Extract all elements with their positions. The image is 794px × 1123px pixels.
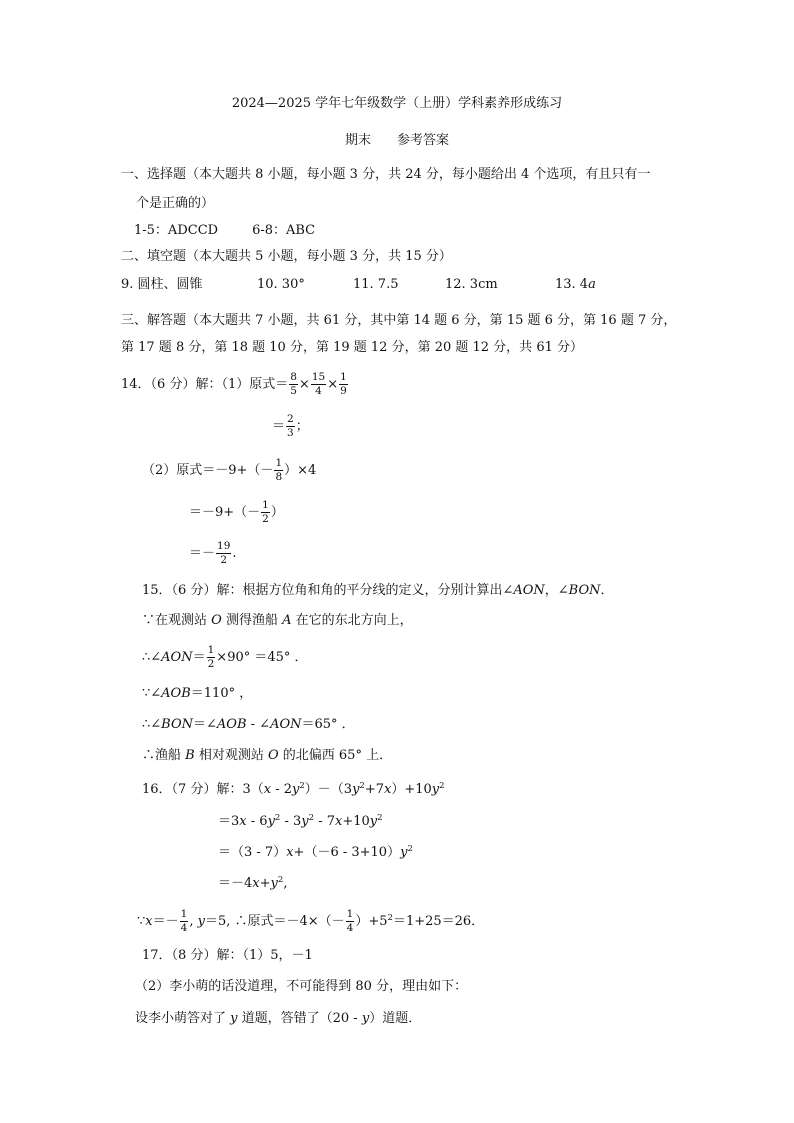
angle-var: AOB bbox=[161, 686, 191, 701]
denominator: 9 bbox=[340, 385, 347, 398]
text: ×90° ＝45° ． bbox=[216, 650, 308, 666]
text: +10 bbox=[342, 814, 370, 829]
q14-part2-start: （2）原式＝－9+（－ bbox=[142, 463, 274, 479]
var: y bbox=[431, 782, 440, 797]
var: x bbox=[239, 814, 247, 829]
fraction bbox=[346, 909, 355, 934]
fraction bbox=[311, 372, 326, 397]
numerator: 1 bbox=[346, 909, 355, 922]
q15-line4 bbox=[142, 687, 252, 700]
var: x bbox=[263, 782, 272, 797]
denominator: 8 bbox=[275, 471, 283, 484]
numerator: 1 bbox=[339, 372, 348, 385]
q14-line3 bbox=[142, 458, 316, 483]
q17-line1: 17．（8 分）解：（1）5，－1 bbox=[142, 948, 313, 963]
q15-line3 bbox=[142, 645, 308, 670]
exponent: 2 bbox=[299, 781, 305, 791]
page-subtitle bbox=[0, 134, 794, 147]
text: 15．（6 分）解：根据方位角和角的平分线的定义，分别计算出∠ bbox=[142, 583, 514, 598]
denominator: 4 bbox=[315, 385, 322, 398]
exponent: 2 bbox=[359, 781, 365, 791]
exponent: 2 bbox=[274, 813, 281, 823]
var: y bbox=[267, 814, 275, 829]
q14-line4 bbox=[189, 500, 284, 525]
text: +（－6 - 3+10） bbox=[293, 845, 401, 860]
text: 测得渔船 bbox=[221, 613, 283, 628]
text: ）道题． bbox=[369, 1011, 422, 1026]
denominator: 4 bbox=[346, 922, 354, 935]
text: 在它的东北方向上， bbox=[291, 613, 413, 628]
fraction bbox=[261, 500, 270, 525]
period: . bbox=[232, 546, 237, 562]
section2-heading: 二、填空题（本大题共 5 小题，每小题 3 分，共 15 分） bbox=[121, 249, 452, 264]
angle-var: AON bbox=[270, 717, 302, 732]
denominator: 2 bbox=[220, 554, 228, 567]
answer-13-label: 13. 4 bbox=[555, 277, 589, 292]
numerator: 1 bbox=[180, 909, 189, 922]
angle-var: BON bbox=[568, 583, 601, 598]
text: ＝－4 bbox=[218, 876, 253, 891]
q15-line1 bbox=[142, 584, 614, 597]
denominator: 4 bbox=[180, 922, 188, 935]
page-title: 2024—2025 学年七年级数学（上册）学科素养形成练习 bbox=[231, 96, 563, 111]
answer-13-var: a bbox=[588, 277, 596, 292]
text: ＝1+25＝26． bbox=[392, 914, 485, 930]
exponent: 2 bbox=[439, 781, 445, 791]
section3-heading-cont: 第 17 题 8 分，第 18 题 10 分，第 19 题 12 分，第 20 题 12 分，共 61 分） bbox=[121, 340, 583, 355]
section1-heading: 一、选择题（本大题共 8 小题，每小题 3 分，共 24 分，每小题给出 4 个选项，有且只有一 bbox=[121, 167, 651, 182]
point-var: O bbox=[211, 613, 222, 628]
text: ＝65° ． bbox=[301, 717, 355, 732]
denominator: 2 bbox=[207, 658, 215, 671]
exponent: 2 bbox=[277, 875, 284, 885]
section1-answers bbox=[134, 224, 315, 237]
exponent: 2 bbox=[308, 813, 315, 823]
text: - 2 bbox=[271, 782, 292, 797]
text: ∴渔船 bbox=[142, 748, 186, 763]
angle-var: AOB bbox=[216, 717, 247, 732]
equals: ＝ bbox=[272, 419, 286, 435]
exponent: 2 bbox=[407, 844, 413, 854]
equals: ＝ bbox=[192, 650, 206, 666]
answers-1-5: 1-5：ADCCD bbox=[134, 223, 219, 238]
fraction bbox=[207, 645, 216, 670]
point-var: A bbox=[282, 613, 292, 628]
angle-var: AON bbox=[513, 583, 545, 598]
q16-line2 bbox=[218, 815, 383, 828]
text: ∵在观测站 bbox=[142, 613, 212, 628]
text: ）－（3 bbox=[304, 782, 353, 797]
angle-var: AON bbox=[161, 650, 193, 666]
text: - ∠ bbox=[246, 717, 271, 732]
q14-line2 bbox=[272, 414, 309, 439]
denominator: 2 bbox=[262, 513, 269, 526]
text: - 7 bbox=[314, 814, 335, 829]
q15-line2 bbox=[142, 614, 413, 627]
times-sign: × bbox=[298, 377, 310, 393]
angle-var: BON bbox=[161, 717, 193, 732]
q17-line2: （2）李小萌的话没道理，不可能得到 80 分，理由如下： bbox=[135, 979, 468, 994]
var: y bbox=[230, 1011, 238, 1026]
fraction bbox=[274, 458, 283, 483]
var: y bbox=[292, 782, 300, 797]
text: ＝（3 - 7） bbox=[218, 845, 287, 860]
answers-6-8: 6-8：ABC bbox=[252, 223, 316, 238]
var: x bbox=[384, 782, 392, 797]
var: x bbox=[335, 814, 343, 829]
var: y bbox=[197, 914, 205, 930]
subtitle-term: 期末 bbox=[344, 133, 371, 148]
var: x bbox=[145, 914, 153, 930]
text: ，∠ bbox=[544, 583, 569, 598]
q14-line5 bbox=[189, 541, 237, 566]
q15-line6 bbox=[142, 749, 392, 762]
text: 设李小萌答对了 bbox=[135, 1011, 231, 1026]
numerator: 19 bbox=[216, 541, 231, 554]
fraction bbox=[286, 414, 295, 439]
section3-heading: 三、解答题（本大题共 7 小题，共 61 分，其中第 14 题 6 分，第 15 题 6 分，第 16 题 7 分， bbox=[121, 313, 677, 328]
text: 的北偏西 65° 上． bbox=[278, 748, 393, 763]
exponent: 2 bbox=[377, 813, 383, 823]
exponent: 2 bbox=[387, 913, 393, 924]
fraction bbox=[339, 372, 348, 397]
answer-9: 9. 圆柱、圆锥 bbox=[121, 277, 203, 292]
numerator: 2 bbox=[286, 414, 295, 427]
text: ∴∠ bbox=[142, 650, 162, 666]
var: x bbox=[252, 876, 260, 891]
text: ）+10 bbox=[391, 782, 432, 797]
numerator: 1 bbox=[261, 500, 270, 513]
semicolon: ； bbox=[295, 419, 309, 435]
text: ∴∠ bbox=[142, 717, 162, 732]
numerator: 1 bbox=[207, 645, 216, 658]
text: ＝5, ∴原式＝－4×（－ bbox=[204, 914, 345, 930]
text: ）+5 bbox=[355, 914, 388, 930]
var: x bbox=[286, 845, 294, 860]
text: ∵∠ bbox=[142, 686, 162, 701]
q16-line3 bbox=[218, 846, 413, 859]
numerator: 1 bbox=[274, 458, 283, 471]
var: y bbox=[369, 814, 378, 829]
text: ＝∠ bbox=[193, 717, 217, 732]
q14-step-end: ） bbox=[270, 505, 284, 521]
text: , bbox=[189, 914, 198, 930]
answer-10: 10. 30° bbox=[257, 277, 305, 292]
text: ∵ bbox=[137, 914, 146, 930]
point-var: B bbox=[185, 748, 195, 763]
text: ＝110° ， bbox=[190, 686, 253, 701]
text: - 6 bbox=[246, 814, 268, 829]
answer-12: 12. 3cm bbox=[445, 277, 498, 292]
q14-step-start: ＝－9+（－ bbox=[189, 505, 261, 521]
q16-line1 bbox=[142, 783, 445, 796]
text: ＝3 bbox=[218, 814, 240, 829]
denominator: 3 bbox=[287, 427, 294, 440]
text: + bbox=[259, 876, 271, 891]
q17-line3 bbox=[135, 1012, 421, 1025]
times-sign: × bbox=[327, 377, 339, 393]
answer-13 bbox=[555, 278, 596, 291]
q14-line1 bbox=[121, 372, 349, 397]
section1-heading-cont: 个是正确的） bbox=[136, 196, 215, 211]
text: ． bbox=[600, 583, 614, 598]
subtitle-label: 参考答案 bbox=[397, 133, 450, 148]
text: - 3 bbox=[280, 814, 302, 829]
q14-prefix: 14．（6 分）解：（1）原式＝ bbox=[121, 377, 289, 393]
numerator: 8 bbox=[289, 372, 298, 385]
text: 相对观测站 bbox=[194, 748, 268, 763]
q14-result-start: ＝－ bbox=[189, 546, 216, 562]
var: y bbox=[352, 782, 360, 797]
text: +7 bbox=[364, 782, 385, 797]
var: y bbox=[361, 1011, 370, 1026]
var: y bbox=[400, 845, 408, 860]
text: 16．（7 分）解：3（ bbox=[142, 782, 264, 797]
denominator: 5 bbox=[290, 385, 297, 398]
fraction bbox=[180, 909, 189, 934]
text: 道题，答错了（20 - bbox=[237, 1011, 362, 1026]
text: ＝－ bbox=[152, 914, 179, 930]
fraction bbox=[289, 372, 298, 397]
numerator: 15 bbox=[311, 372, 326, 385]
answer-11: 11. 7.5 bbox=[353, 277, 399, 292]
fraction bbox=[216, 541, 231, 566]
q16-line5 bbox=[137, 909, 484, 934]
q16-line4 bbox=[218, 877, 287, 890]
var: y bbox=[301, 814, 309, 829]
var: y bbox=[270, 876, 278, 891]
q15-line5 bbox=[142, 718, 355, 731]
text: , bbox=[283, 876, 288, 891]
q14-part2-end: ）×4 bbox=[284, 463, 317, 479]
point-var: O bbox=[267, 748, 279, 763]
